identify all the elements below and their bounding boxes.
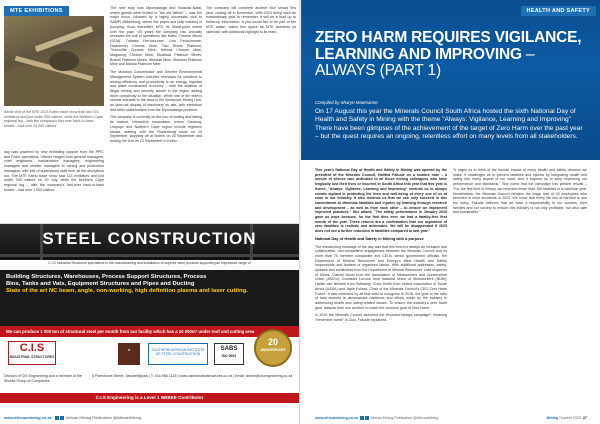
footer-social: African Mining Publication @AfricanMining — [370, 415, 439, 420]
advert-contact — [4, 374, 295, 383]
left-footer — [4, 415, 141, 420]
headline-main: ZERO HARM REQUIRES VIGILANCE, LEARNING AND IMPROVING — [315, 29, 582, 63]
headline-part: – ALWAYS (PART 1) — [315, 45, 535, 79]
paragraph: The company will complete another four shows this year, closing off in November. With 2024 being such an extraordinary year to remember, it will be a lead up to follow-up information. If you would like to be part of the MTE action, watch this space as MTE launches its calendar, with additional highlight to its team. — [206, 6, 296, 34]
paragraph: In 2019 the Minerals Council launched the Khumbul'ekhaya campaign*, meaning "remember home" in Zulu. Fakude explained, — [315, 313, 447, 323]
advert-services-list — [0, 270, 299, 326]
steel-construction-advert — [0, 223, 299, 413]
saisc-logo: SOUTHERN AFRICAN INSTITUTE OF STEEL CONSTRUCTION — [148, 343, 208, 365]
advert-contact-left: Division of CIS Engineering and a member of the Shonta Group of Companies — [4, 374, 82, 383]
section-tag-health-safety: HEALTH AND SAFETY — [521, 6, 596, 16]
article-headline — [315, 30, 585, 80]
paragraph: The company is currently on the tour of visiting and taking its mature, interactive showcases, where Gauteng, Limpopo and Northern Cape region include eighteen shows, starting with the Rustenburg show on 10 September, stopping off at Sishen on 20 September and ending the tour on 22 September in Kathu. — [110, 115, 202, 143]
article-column-1 — [315, 168, 447, 326]
advert-capacity-strip: We can produce 1 000 ton of structural steel per month from our facility which has a 10 000m² under roof and cutting area — [0, 326, 299, 337]
paragraph: The Mototolo Concentrator and Smelter Environmental Management System includes exercises for solutions to mining efficiency and productivity is an energy, logistics and water constrained economy – with the addition of illegal mining and security issues in the region adding more complexity to the situation. While one of the team's newest entrants to the area is the Steelpoort Mining Hub, an open-air display of machinery on site, with exhibitors and other stakeholders from the Mpumalanga province. — [110, 70, 202, 112]
article-hero — [301, 0, 600, 160]
cis-logo-sub: INDUSTRIAL STRUCTURES — [9, 355, 55, 359]
left-column-1-text — [4, 150, 104, 195]
page-number: 27 — [583, 415, 587, 420]
cis-logo — [8, 341, 56, 365]
aerial-photo-image — [4, 16, 104, 106]
left-column-3-text — [206, 6, 296, 37]
anniversary-badge — [254, 329, 292, 367]
footer-website: www.africanmining.co.za — [4, 415, 52, 420]
advert-bbbee-strip: C.I.S Engineering is a Level 1 BBBEE Contributor — [0, 393, 299, 403]
footer-brand: Mining — [546, 415, 559, 420]
sabs-logo-text: SABS — [220, 346, 238, 352]
left-column-2-text — [110, 6, 202, 147]
anniversary-number: 20 — [267, 337, 278, 347]
footer-social: African Mining Publication @AfricanMining — [65, 415, 142, 420]
right-page — [301, 0, 600, 424]
standfirst: On 17 August this year the Minerals Council South Africa hosted the sixth National Day of Health and Safety in Mining with the theme "Always: Vigilance, Learning and Improving" There have been glimpses of the achievement of the target of Zero Harm over the past year – but the quest requires an ongoing, relentless effort on many levels from all stakeholders. — [315, 108, 583, 141]
advert-line: Building Structures, Warehouses, Process Support Structures, Process — [6, 274, 207, 280]
subheading: National Day of Health and Safety in Mining with a purpose — [315, 235, 424, 241]
advert-title: STEEL CONSTRUCTION — [42, 229, 257, 248]
right-footer — [315, 416, 587, 420]
paragraph: "It urges us to think of the human impact of every health and safety decision we make. It challenges us to prevent fatalities and injuries by integrating health and safety into every aspect of our work. And it inspires us to keep improving our performance and standards." She noted that the campaign has yielded results – "For the first time in history, we recorded fewer than 100 fatalities in a calendar year. Nonetheless, the Minerals Council remains the tragic loss of 49 employees who perished in mine accidents in 2022. We know that every life lost at harmed is one too many. Fakude believes that we have a responsibility to our workers, their families and our society to ensure this industry is not only profitable, but also safe and sustainable." — [453, 168, 587, 215]
lead-paragraph: This year's National Day of Health and Safety in Mining was opened by the president of the Minerals Council, Nolitha Fakude on a sombre note – a minute of silence was dedicated to all those mining colleagues who have tragically lost their lives or incurred in South Africa this year that this year is theme, "Always: Vigilance, Learning and Improving" reminds us to always remain vigilant in protecting the lives and well-being of every one of us at work in our industry. It also reminds us that we can only succeed in this commitment to eliminate fatalities and injuries by learning through research and development – as well as from each other – to ensure we implement improved practices." She added, "The safety performance in January 2023 gave us hope because, for the first time ever, we had a fatality-free first month of the year. These returns are a confirmation that our aspiration of zero fatalities is realistic and achievable. We will be disappointed if 2023 does not see a further reduction in fatalities compared to last year." — [315, 168, 447, 234]
advert-logo-row — [0, 337, 299, 373]
advert-line: State of the art NC beam, angle, non-working, high definition plasma and laser cutting. — [6, 288, 248, 295]
paragraph: The overarching message of the day was that this event is always an inclusive and collaborative, non-competitive engagement between the Minerals Council and its more than 70 member companies and CEOs, senior government officials, the Department of Mineral Resources and Energy's Mine Health and Safety Inspectorate and leaders of organised labour. With additional addresses, safety, updates and sentiments from the Department of Mineral Resources' chief inspector of Mines, Gabriel Nkosi from the Association of Mineworkers and Construction Union (AMCU), Dumisani Luvuno from National Union of Mineworkers (NUM), Hanlie van Niekerk from Solidarity, Chris Smith from United Association of South Africa (UASA) and Japie Fullard, Chair of the Minerals Council's CEO Zero Harm Forum. It was extended by all that exist to recognise in 2018, the goal of the ratio of fatal workers is demonstrate resilience and efforts made by the industry in addressing health and safety-related issues. To ensure the industry's zero harm goal, lessons from one another to reach the common goal of Zero Harm. — [315, 244, 447, 310]
advert-subtitle: C.I.S Industrial Structures specialises in the manufacturing and installation of superior steel products supporting an impressive range of — [48, 261, 251, 265]
sabs-logo — [214, 343, 244, 365]
advert-contact-details: 8 Fineshome Street, Vanderbijlpark | T: 016 986 1125 | www.cisindustrialstructures.co.za | Email: admin@cisengineering.co.za — [92, 374, 293, 378]
paragraph: day was powered by new exhibiting support from the PPIC and Fodor operations. Visitors ranged from general managers, chief engineers, maintenance managers, engineering managers and smelter managers to mining and production managers, with lots of supervisory staff from all the disciplines too. The MTE Kathu trade show saw 115 exhibitors and just under 300 visitors on 20 July, while the Northern Cape regional leg – with the company's first-ever back-to-back shows – had over 1 000 visitors. — [4, 150, 104, 192]
byline: Compiled by Sharyn Maemanne — [315, 100, 378, 105]
section-tag-mte-exhibitions: MTE EXHIBITIONS — [4, 6, 69, 16]
advert-banner — [0, 224, 299, 260]
anniversary-label: ANNIVERSARY — [260, 348, 286, 352]
sabs-logo-sub: ISO 9001 — [221, 354, 237, 358]
left-page — [0, 0, 299, 424]
member-logo: ★ — [118, 343, 140, 365]
cis-logo-text: C.I.S — [19, 342, 45, 354]
footer-issue: October 2023 — [559, 415, 581, 420]
advert-line: Bins, Tanks and Vats, Equipment Structures and Pipes and Ducting — [6, 281, 195, 288]
paragraph: The next stop was Mpumalanga and Kwazulu-Natal, where guests were invited to "the old faithful" – was the major focus, followed by a highly successful visit to SAMPI Middelburg, where the paper and pulp industry is pumping. Soon thereafter, MTE hit Stand-point where over the past ~20 years the company has annually reviewed the suit of operations like Kathu Chrome Mines (SCM), Tubatse Ferrochrome, Lion Ferrochrome, Dwarsrivier Chrome Mine, Two Rivers Platinum, Thorncliffe Chrome Mine, Helena Chrome Mine, Magareng Chrome Mine, Modikwa Platinum Mines, Bokoni Platinum Mines, Nkomati Mine, Mototolo Platinum Mine and Marula Platinum Mine. — [110, 6, 202, 67]
article-column-2 — [453, 168, 587, 218]
footer-website: www.africanmining.co.za — [315, 415, 358, 420]
photo-caption: Aerial shot of the MTE 2023 Kathu trade show that had 715 exhibitors and just under 300 visitors, while the Northern Cape regional leg – with the company's first ever back-to-back shows – had over 10 000 visitors — [4, 110, 104, 128]
